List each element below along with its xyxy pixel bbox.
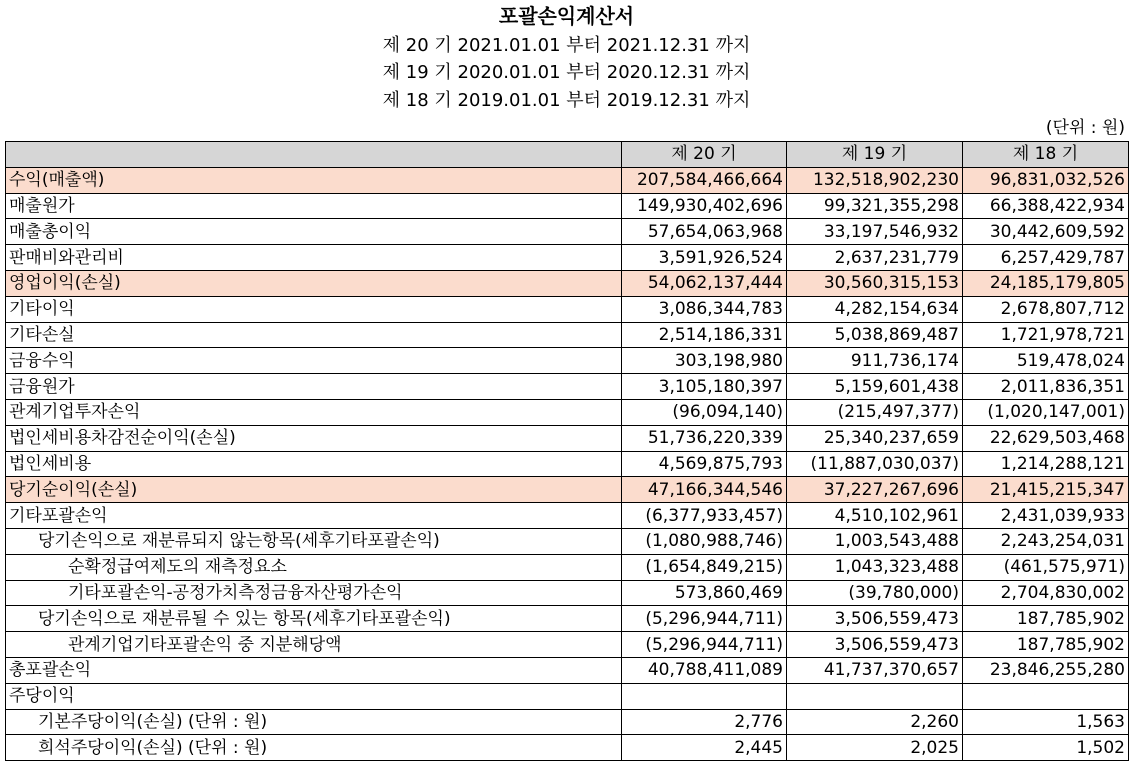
value-period-19: 5,038,869,487 (787, 322, 963, 348)
value-period-19: 4,282,154,634 (787, 296, 963, 322)
table-row (6, 709, 1129, 735)
value-period-18: 1,563 (963, 709, 1129, 735)
value-period-20: (1,654,849,215) (622, 554, 787, 580)
value-period-18: 21,415,215,347 (963, 477, 1129, 503)
period-line-19: 제 19 기 2020.01.01 부터 2020.12.31 까지 (382, 62, 751, 83)
value-period-18: 96,831,032,526 (963, 167, 1129, 193)
value-period-20: 4,569,875,793 (622, 451, 787, 477)
value-period-20: 47,166,344,546 (622, 477, 787, 503)
row-label: 기타이익 (6, 296, 622, 322)
value-period-20: 57,654,063,968 (622, 219, 787, 245)
table-row (6, 193, 1129, 219)
table-row (6, 580, 1129, 606)
value-period-18: 2,431,039,933 (963, 503, 1129, 529)
table-row (6, 270, 1129, 296)
value-period-19: 132,518,902,230 (787, 167, 963, 193)
value-period-20: 40,788,411,089 (622, 657, 787, 683)
table-row (6, 167, 1129, 193)
value-period-19: 911,736,174 (787, 348, 963, 374)
value-period-19: 1,043,323,488 (787, 554, 963, 580)
row-label: 기타손실 (6, 322, 622, 348)
table-row (6, 399, 1129, 425)
value-period-18: 2,704,830,002 (963, 580, 1129, 606)
value-period-18: 2,678,807,712 (963, 296, 1129, 322)
unit-label: (단위 : 원) (1045, 118, 1125, 138)
value-period-19 (787, 683, 963, 709)
table-row (6, 554, 1129, 580)
table-row (6, 606, 1129, 632)
value-period-19: 3,506,559,473 (787, 606, 963, 632)
row-label: 기타포괄손익 (6, 503, 622, 529)
table-row (6, 503, 1129, 529)
value-period-18: 22,629,503,468 (963, 425, 1129, 451)
value-period-19: 99,321,355,298 (787, 193, 963, 219)
row-label: 주당이익 (6, 683, 622, 709)
value-period-18: (461,575,971) (963, 554, 1129, 580)
table-row (6, 451, 1129, 477)
value-period-19: 33,197,546,932 (787, 219, 963, 245)
row-label: 관계기업기타포괄손익 중 지분해당액 (6, 632, 622, 658)
header-period-18: 제 18 기 (963, 142, 1129, 168)
statement-title: 포괄손익계산서 (498, 4, 635, 28)
header-label (6, 142, 622, 168)
value-period-18 (963, 683, 1129, 709)
table-row (6, 348, 1129, 374)
value-period-20: 207,584,466,664 (622, 167, 787, 193)
value-period-20: 3,105,180,397 (622, 374, 787, 400)
table-row (6, 477, 1129, 503)
value-period-18: 2,011,836,351 (963, 374, 1129, 400)
value-period-19: 2,637,231,779 (787, 245, 963, 271)
row-label: 총포괄손익 (6, 657, 622, 683)
value-period-19: 1,003,543,488 (787, 528, 963, 554)
period-line-18: 제 18 기 2019.01.01 부터 2019.12.31 까지 (382, 90, 751, 111)
table-row (6, 657, 1129, 683)
value-period-20: 54,062,137,444 (622, 270, 787, 296)
row-label: 법인세비용 (6, 451, 622, 477)
value-period-18: 187,785,902 (963, 632, 1129, 658)
value-period-18: 66,388,422,934 (963, 193, 1129, 219)
value-period-20: (1,080,988,746) (622, 528, 787, 554)
value-period-19: 5,159,601,438 (787, 374, 963, 400)
value-period-19: 37,227,267,696 (787, 477, 963, 503)
table-row (6, 322, 1129, 348)
value-period-20: 2,514,186,331 (622, 322, 787, 348)
value-period-19: (215,497,377) (787, 399, 963, 425)
value-period-19: 2,025 (787, 735, 963, 761)
value-period-20: (6,377,933,457) (622, 503, 787, 529)
value-period-20: 149,930,402,696 (622, 193, 787, 219)
value-period-20: 51,736,220,339 (622, 425, 787, 451)
table-row (6, 683, 1129, 709)
value-period-20: 3,591,926,524 (622, 245, 787, 271)
value-period-20: (5,296,944,711) (622, 632, 787, 658)
value-period-18: (1,020,147,001) (963, 399, 1129, 425)
header-row (6, 142, 1129, 168)
value-period-19: (11,887,030,037) (787, 451, 963, 477)
row-label: 매출원가 (6, 193, 622, 219)
value-period-18: 187,785,902 (963, 606, 1129, 632)
header-period-20: 제 20 기 (622, 142, 787, 168)
value-period-20: 3,086,344,783 (622, 296, 787, 322)
value-period-19: 4,510,102,961 (787, 503, 963, 529)
table-row (6, 374, 1129, 400)
income-statement-table (5, 141, 1129, 761)
row-label: 금융수익 (6, 348, 622, 374)
value-period-18: 1,502 (963, 735, 1129, 761)
value-period-18: 6,257,429,787 (963, 245, 1129, 271)
value-period-19: 3,506,559,473 (787, 632, 963, 658)
row-label: 당기순이익(손실) (6, 477, 622, 503)
value-period-20: 2,445 (622, 735, 787, 761)
row-label: 당기손익으로 재분류될 수 있는 항목(세후기타포괄손익) (6, 606, 622, 632)
value-period-19: 41,737,370,657 (787, 657, 963, 683)
table-row (6, 245, 1129, 271)
value-period-19: 2,260 (787, 709, 963, 735)
row-label: 매출총이익 (6, 219, 622, 245)
value-period-18: 23,846,255,280 (963, 657, 1129, 683)
value-period-18: 519,478,024 (963, 348, 1129, 374)
value-period-18: 1,214,288,121 (963, 451, 1129, 477)
row-label: 기본주당이익(손실) (단위 : 원) (6, 709, 622, 735)
value-period-18: 2,243,254,031 (963, 528, 1129, 554)
value-period-20 (622, 683, 787, 709)
table-row (6, 528, 1129, 554)
header-period-19: 제 19 기 (787, 142, 963, 168)
table-row (6, 735, 1129, 761)
value-period-18: 1,721,978,721 (963, 322, 1129, 348)
row-label: 수익(매출액) (6, 167, 622, 193)
row-label: 법인세비용차감전순이익(손실) (6, 425, 622, 451)
value-period-20: (5,296,944,711) (622, 606, 787, 632)
table-row (6, 632, 1129, 658)
row-label: 판매비와관리비 (6, 245, 622, 271)
value-period-18: 24,185,179,805 (963, 270, 1129, 296)
row-label: 관계기업투자손익 (6, 399, 622, 425)
row-label: 영업이익(손실) (6, 270, 622, 296)
value-period-19: 30,560,315,153 (787, 270, 963, 296)
row-label: 희석주당이익(손실) (단위 : 원) (6, 735, 622, 761)
value-period-20: 573,860,469 (622, 580, 787, 606)
value-period-18: 30,442,609,592 (963, 219, 1129, 245)
value-period-19: (39,780,000) (787, 580, 963, 606)
table-row (6, 425, 1129, 451)
table-row (6, 219, 1129, 245)
period-line-20: 제 20 기 2021.01.01 부터 2021.12.31 까지 (382, 35, 751, 56)
value-period-20: 303,198,980 (622, 348, 787, 374)
value-period-19: 25,340,237,659 (787, 425, 963, 451)
row-label: 순확정급여제도의 재측정요소 (6, 554, 622, 580)
row-label: 기타포괄손익-공정가치측정금융자산평가손익 (6, 580, 622, 606)
value-period-20: 2,776 (622, 709, 787, 735)
row-label: 당기손익으로 재분류되지 않는항목(세후기타포괄손익) (6, 528, 622, 554)
row-label: 금융원가 (6, 374, 622, 400)
value-period-20: (96,094,140) (622, 399, 787, 425)
table-row (6, 296, 1129, 322)
